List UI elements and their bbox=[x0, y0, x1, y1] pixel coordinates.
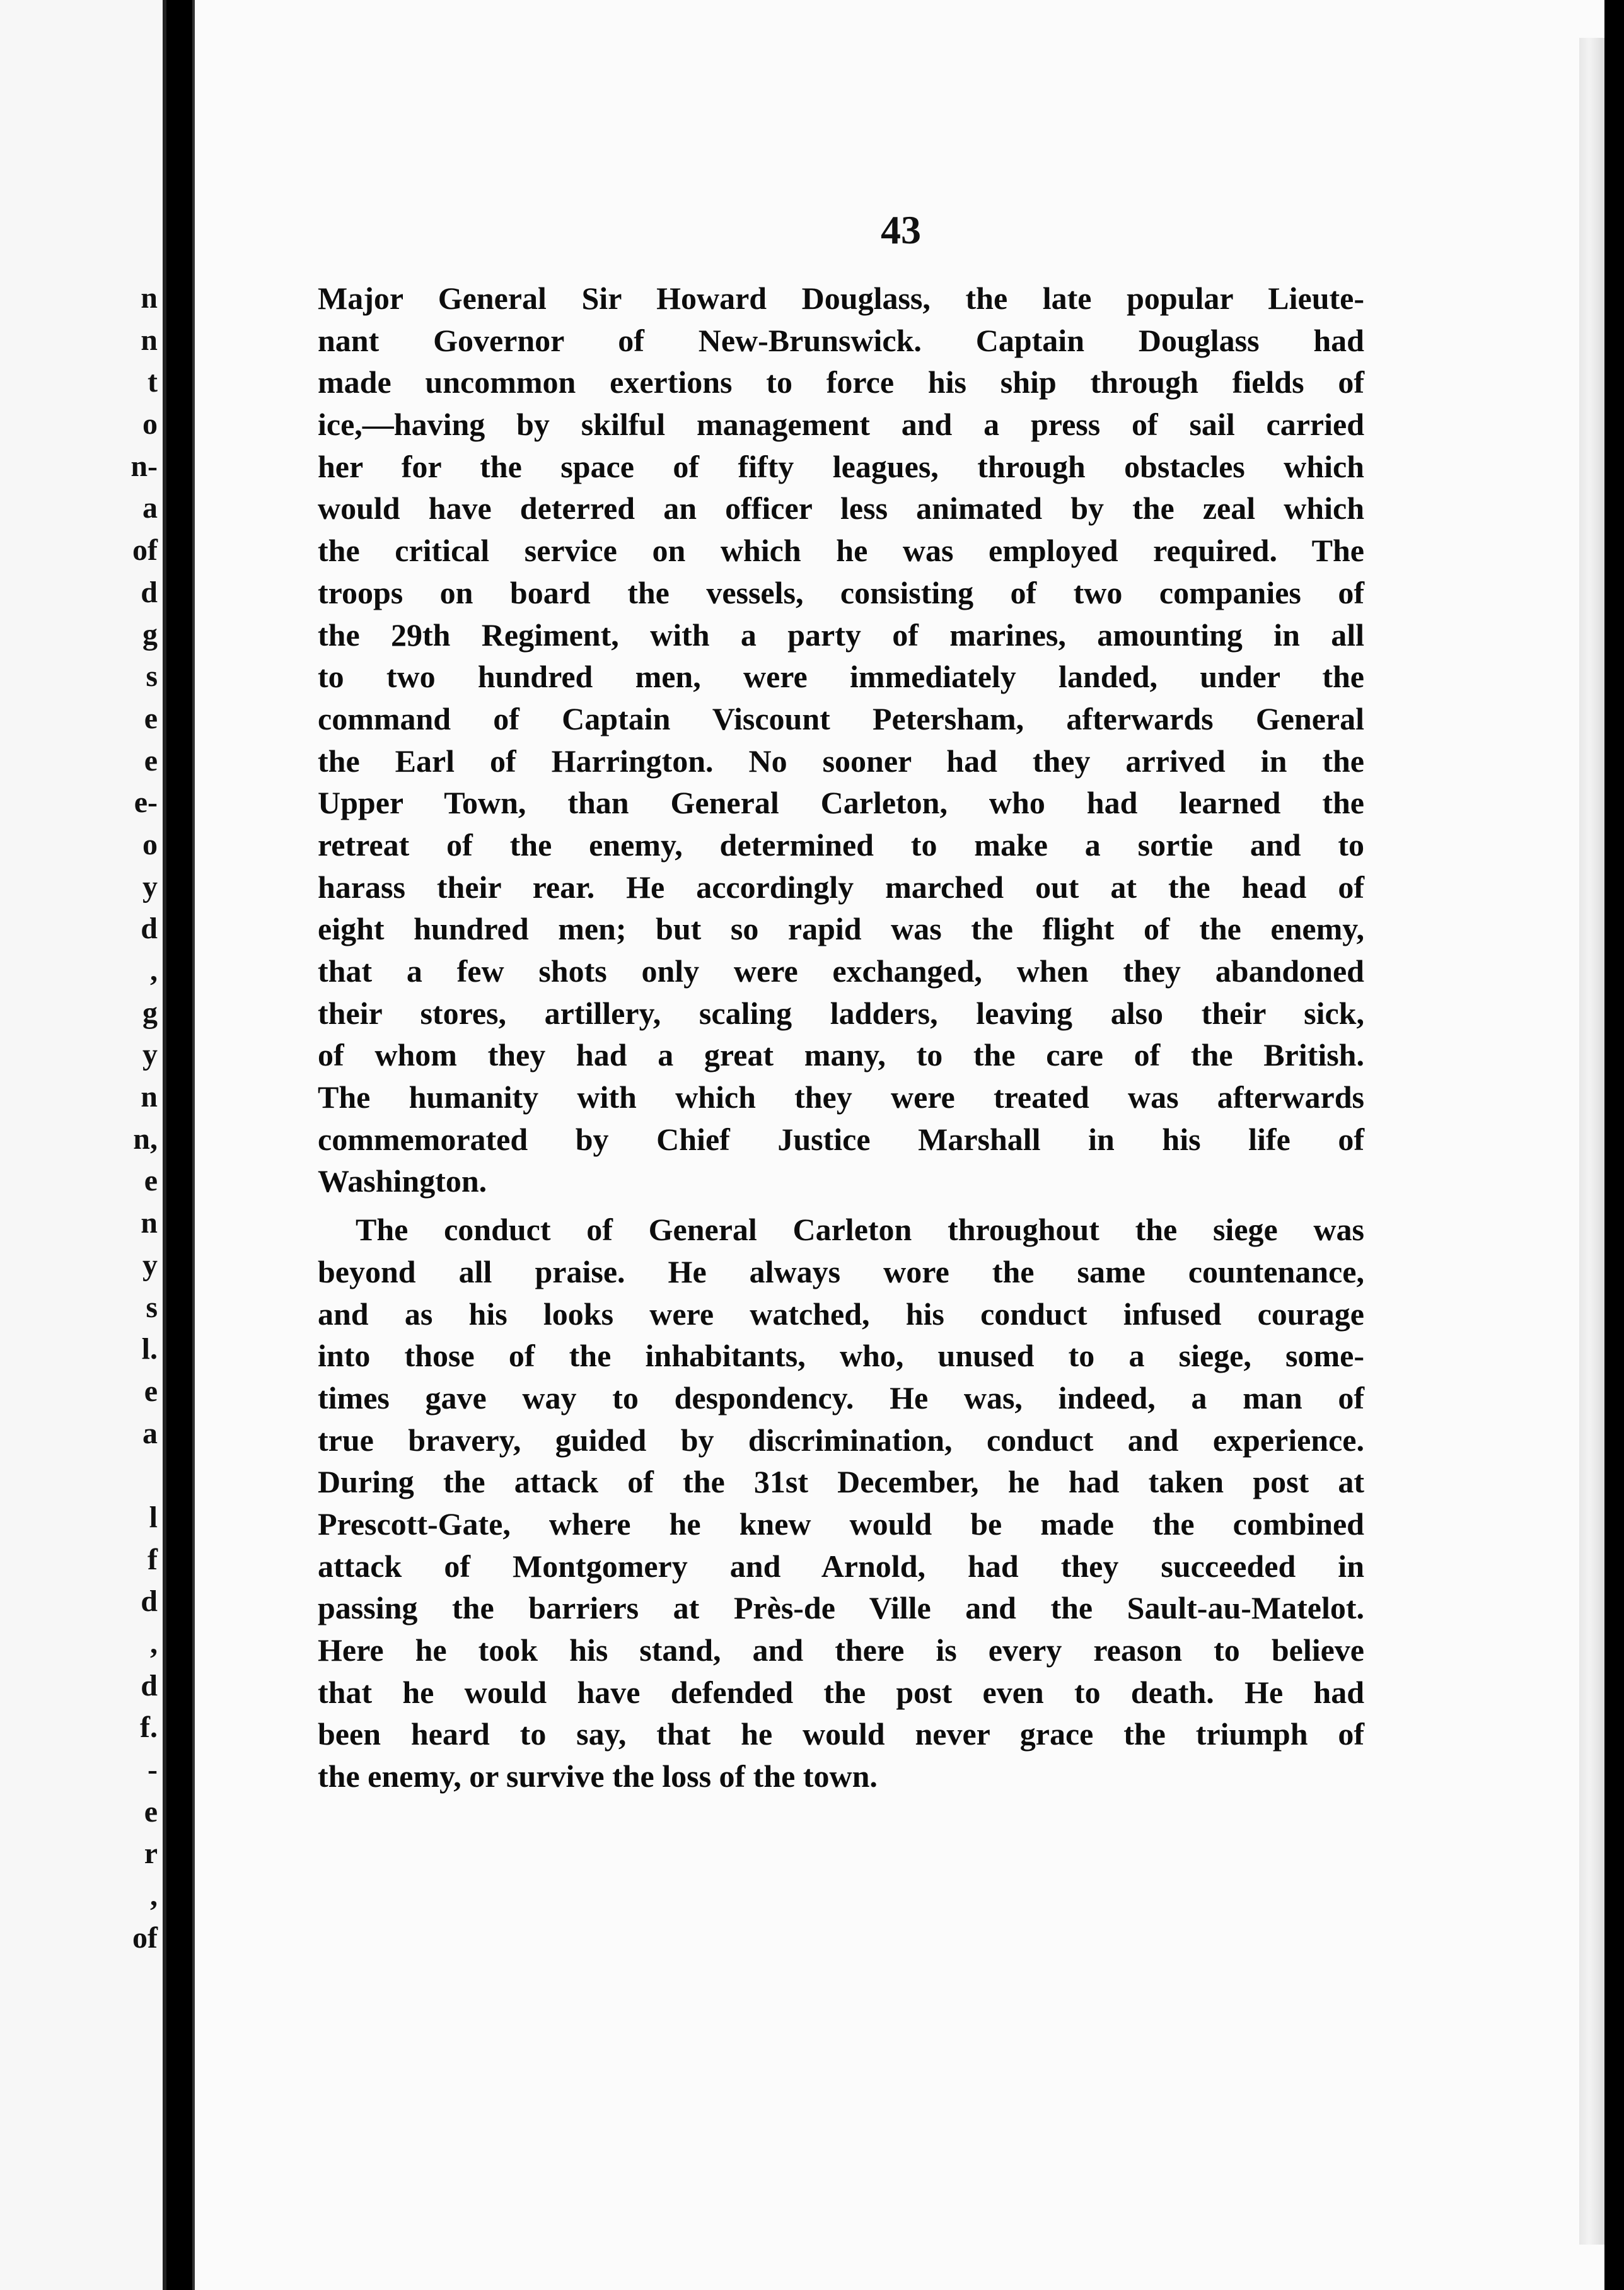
text-line: the Earl of Harrington. No sooner had they arrived in the bbox=[318, 743, 1364, 779]
text-line: nant Governor of New-Brunswick. Captain Douglass had bbox=[318, 322, 1364, 358]
left-page-fragment: r bbox=[144, 1837, 158, 1871]
left-page-fragment: y bbox=[142, 869, 158, 904]
left-page-fragment: d bbox=[141, 575, 158, 609]
left-page-fragment: g bbox=[142, 996, 158, 1030]
text-line: passing the barriers at Près-de Ville and the Sault-au-Matelot. bbox=[318, 1590, 1364, 1626]
left-page-fragment: g bbox=[142, 617, 158, 651]
text-line: Major General Sir Howard Douglass, the late popular Lieute- bbox=[318, 281, 1364, 316]
left-page-fragment: l bbox=[149, 1500, 158, 1534]
left-page-fragments bbox=[120, 277, 158, 1960]
left-page-fragment: o bbox=[142, 827, 158, 861]
text-line: The conduct of General Carleton throughout the siege was bbox=[356, 1212, 1364, 1248]
left-page-fragment: , bbox=[150, 954, 158, 987]
left-page-fragment: y bbox=[142, 1038, 158, 1072]
text-line: During the attack of the 31st December, he had taken post at bbox=[318, 1464, 1364, 1500]
left-page-fragment: e bbox=[144, 701, 158, 735]
text-line: command of Captain Viscount Petersham, afterwards General bbox=[318, 700, 1364, 736]
left-page-fragment: o bbox=[142, 407, 158, 441]
text-line: The humanity with which they were treated was afterwards bbox=[318, 1079, 1364, 1115]
text-line: to two hundred men, were immediately landed, under the bbox=[318, 659, 1364, 695]
left-page-fragment: e bbox=[144, 1374, 158, 1408]
left-page-fragment: d bbox=[141, 1584, 158, 1619]
left-page-fragment: f. bbox=[140, 1711, 158, 1745]
left-page-fragment: , bbox=[150, 1879, 158, 1913]
left-page-fragment: of bbox=[132, 1921, 158, 1955]
text-line: true bravery, guided by discrimination, conduct and experience. bbox=[318, 1422, 1364, 1458]
text-line: the 29th Regiment, with a party of marines, amounting in all bbox=[318, 617, 1364, 653]
text-line: her for the space of fifty leagues, through obstacles which bbox=[318, 448, 1364, 484]
left-page-fragment: of bbox=[132, 533, 158, 567]
paragraph-gap bbox=[318, 1202, 1364, 1209]
left-page-fragment: l. bbox=[141, 1332, 158, 1366]
left-page-fragment: a bbox=[142, 1416, 158, 1450]
page-number: 43 bbox=[881, 207, 921, 252]
left-page-fragment: e bbox=[144, 1164, 158, 1198]
text-line: that he would have defended the post even to death. He had bbox=[318, 1674, 1364, 1710]
text-line: Washington. bbox=[318, 1163, 487, 1199]
text-line: of whom they had a great many, to the care of the British. bbox=[318, 1037, 1364, 1073]
text-line: attack of Montgomery and Arnold, had they succeeded in bbox=[318, 1548, 1364, 1584]
text-line: troops on board the vessels, consisting of two companies of bbox=[318, 574, 1364, 610]
left-page-fragment: n bbox=[141, 323, 158, 357]
text-line: harass their rear. He accordingly marched out at the head of bbox=[318, 869, 1364, 905]
left-page-fragment: n bbox=[141, 281, 158, 315]
text-line: Prescott-Gate, where he knew would be made the combined bbox=[318, 1506, 1364, 1542]
text-line: retreat of the enemy, determined to make a sortie and to bbox=[318, 827, 1364, 863]
text-line: that a few shots only were exchanged, when they abandoned bbox=[318, 953, 1364, 989]
text-line: commemorated by Chief Justice Marshall in his life of bbox=[318, 1121, 1364, 1157]
left-page-fragment: e bbox=[144, 1794, 158, 1828]
book-page bbox=[192, 0, 1604, 2290]
text-line: ice,—having by skilful management and a press of sail carried bbox=[318, 407, 1364, 443]
left-page-fragment: s bbox=[146, 1290, 158, 1324]
text-line: Here he took his stand, and there is every reason to believe bbox=[318, 1632, 1364, 1668]
text-line: the critical service on which he was employed required. The bbox=[318, 533, 1364, 569]
text-line: into those of the inhabitants, who, unused to a siege, some- bbox=[318, 1338, 1364, 1374]
text-line: eight hundred men; but so rapid was the flight of the enemy, bbox=[318, 911, 1364, 947]
left-page-fragment: e bbox=[144, 743, 158, 777]
left-page-fragment: - bbox=[148, 1753, 158, 1787]
text-line: beyond all praise. He always wore the same countenance, bbox=[318, 1253, 1364, 1289]
text-line: been heard to say, that he would never grace the triumph of bbox=[318, 1716, 1364, 1752]
text-line: times gave way to despondency. He was, indeed, a man of bbox=[318, 1380, 1364, 1415]
left-page-fragment: d bbox=[141, 1668, 158, 1702]
left-page-fragment: e- bbox=[134, 786, 158, 820]
text-line: the enemy, or survive the loss of the town. bbox=[318, 1758, 878, 1794]
left-page-fragment: s bbox=[146, 660, 158, 694]
text-line: would have deterred an officer less animated by the zeal which bbox=[318, 491, 1364, 526]
left-page-fragment: t bbox=[148, 365, 158, 399]
text-line: their stores, artillery, scaling ladders, leaving also their sick, bbox=[318, 995, 1364, 1031]
text-line: Upper Town, than General Carleton, who had learned the bbox=[318, 785, 1364, 821]
left-page-fragment bbox=[120, 1455, 158, 1497]
text-line: made uncommon exertions to force his ship through fields of bbox=[318, 364, 1364, 400]
body-text bbox=[318, 277, 1364, 1798]
left-page-fragment: n, bbox=[133, 1122, 158, 1156]
left-page-fragment: f bbox=[148, 1542, 158, 1576]
left-page-fragment: y bbox=[142, 1248, 158, 1282]
page-edge bbox=[1579, 38, 1604, 2245]
left-page-fragment: n bbox=[141, 1080, 158, 1114]
left-page-fragment: n bbox=[141, 1206, 158, 1240]
left-page-fragment: d bbox=[141, 912, 158, 946]
text-line: and as his looks were watched, his conduct infused courage bbox=[318, 1296, 1364, 1332]
left-page-fragment: a bbox=[142, 491, 158, 525]
left-page-fragment: , bbox=[150, 1627, 158, 1660]
left-page-fragment: n- bbox=[130, 449, 158, 483]
left-page bbox=[0, 0, 166, 2290]
